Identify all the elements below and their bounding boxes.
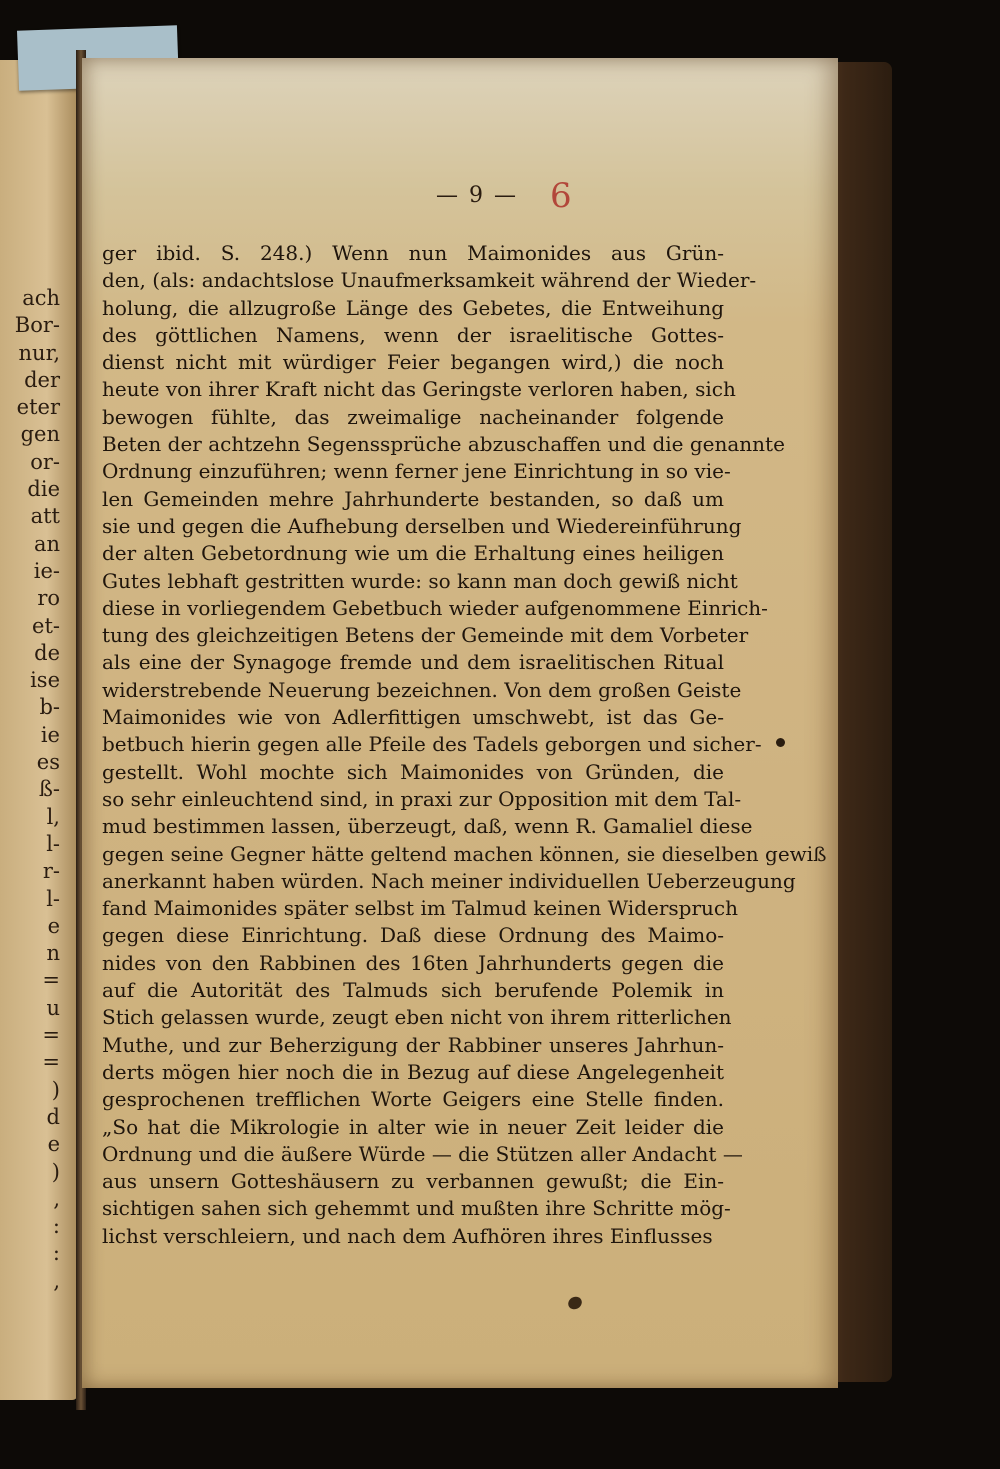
text-line: Stich gelassen wurde, zeugt eben nicht von ihrem ritterlichen [102, 1005, 732, 1030]
text-line: der alten Gebetordnung wie um die Erhaltung eines heiligen [102, 541, 724, 566]
text-line: Muthe, und zur Beherzigung der Rabbiner unseres Jahrhun- [102, 1032, 724, 1057]
ink-spot [566, 1294, 584, 1311]
text-line: Gutes lebhaft gestritten wurde: so kann man doch gewiß nicht [102, 568, 738, 593]
text-line: len Gemeinden mehre Jahrhunderte bestanden, so daß um [102, 486, 724, 511]
page-number: — 9 — [436, 183, 518, 208]
text-line: derts mögen hier noch die in Bezug auf diese Angelegenheit [102, 1059, 724, 1084]
text-line: gegen diese Einrichtung. Daß diese Ordnung des Maimo- [102, 923, 724, 948]
pencil-annotation: 6 [550, 176, 572, 216]
text-line: heute von ihrer Kraft nicht das Geringste verloren haben, sich [102, 377, 736, 402]
text-line: betbuch hierin gegen alle Pfeile des Tadels geborgen und sicher- [102, 732, 762, 757]
text-line: lichst verschleiern, und nach dem Aufhören ihres Einflusses [102, 1223, 713, 1248]
text-line: anerkannt haben würden. Nach meiner individuellen Ueberzeugung [102, 868, 796, 893]
text-line: auf die Autorität des Talmuds sich berufende Polemik in [102, 978, 724, 1003]
book-page [82, 58, 838, 1388]
text-line: gesprochenen trefflichen Worte Geigers eine Stelle finden. [102, 1087, 724, 1112]
text-line: bewogen fühlte, das zweimalige nacheinander folgende [102, 404, 724, 429]
text-line: Beten der achtzehn Segenssprüche abzuschaffen und die genannte [102, 432, 785, 457]
text-line: mud bestimmen lassen, überzeugt, daß, wenn R. Gamaliel diese [102, 814, 753, 839]
text-line: Ordnung und die äußere Würde — die Stützen aller Andacht — [102, 1141, 743, 1166]
body-text [102, 240, 827, 1250]
text-line: tung des gleichzeitigen Betens der Gemeinde mit dem Vorbeter [102, 623, 749, 648]
text-line: gestellt. Wohl mochte sich Maimonides von Gründen, die [102, 759, 724, 784]
text-line: nides von den Rabbinen des 16ten Jahrhunderts gegen die [102, 950, 724, 975]
text-line: „So hat die Mikrologie in alter wie in neuer Zeit leider die [102, 1114, 724, 1139]
text-line: gegen seine Gegner hätte geltend machen können, sie dieselben gewiß [102, 841, 827, 866]
text-line: aus unsern Gotteshäusern zu verbannen gewußt; die Ein- [102, 1169, 724, 1194]
text-line: sie und gegen die Aufhebung derselben und Wiedereinführung [102, 513, 742, 538]
text-line: widerstrebende Neuerung bezeichnen. Von dem großen Geiste [102, 677, 742, 702]
previous-page-edge [0, 60, 78, 1400]
text-line: so sehr einleuchtend sind, in praxi zur Opposition mit dem Tal- [102, 786, 742, 811]
ink-spot [776, 738, 785, 747]
text-line: diese in vorliegendem Gebetbuch wieder aufgenommene Einrich- [102, 595, 768, 620]
text-line: sichtigen sahen sich gehemmt und mußten ihre Schritte mög- [102, 1196, 731, 1221]
text-line: Maimonides wie von Adlerfittigen umschwebt, ist das Ge- [102, 705, 724, 730]
text-line: den, (als: andachtslose Unaufmerksamkeit während der Wieder- [102, 268, 757, 293]
text-line: ger ibid. S. 248.) Wenn nun Maimonides aus Grün- [102, 241, 724, 265]
text-line: dienst nicht mit würdiger Feier begangen wird,) die noch [102, 350, 724, 375]
text-line: Ordnung einzuführen; wenn ferner jene Einrichtung in so vie- [102, 459, 731, 484]
text-line: holung, die allzugroße Länge des Gebetes, die Entweihung [102, 295, 724, 320]
text-line: des göttlichen Namens, wenn der israelitische Gottes- [102, 322, 724, 347]
text-line: fand Maimonides später selbst im Talmud keinen Widerspruch [102, 896, 738, 921]
previous-page-text-fragments: ach Bor- nur, der eter gen or- die att an ie- ro et- de ise b- ie es ß- l, l- r- l- e n = u = = ) d e ) , : : , [14, 286, 60, 1293]
text-line: als eine der Synagoge fremde und dem israelitischen Ritual [102, 650, 724, 675]
